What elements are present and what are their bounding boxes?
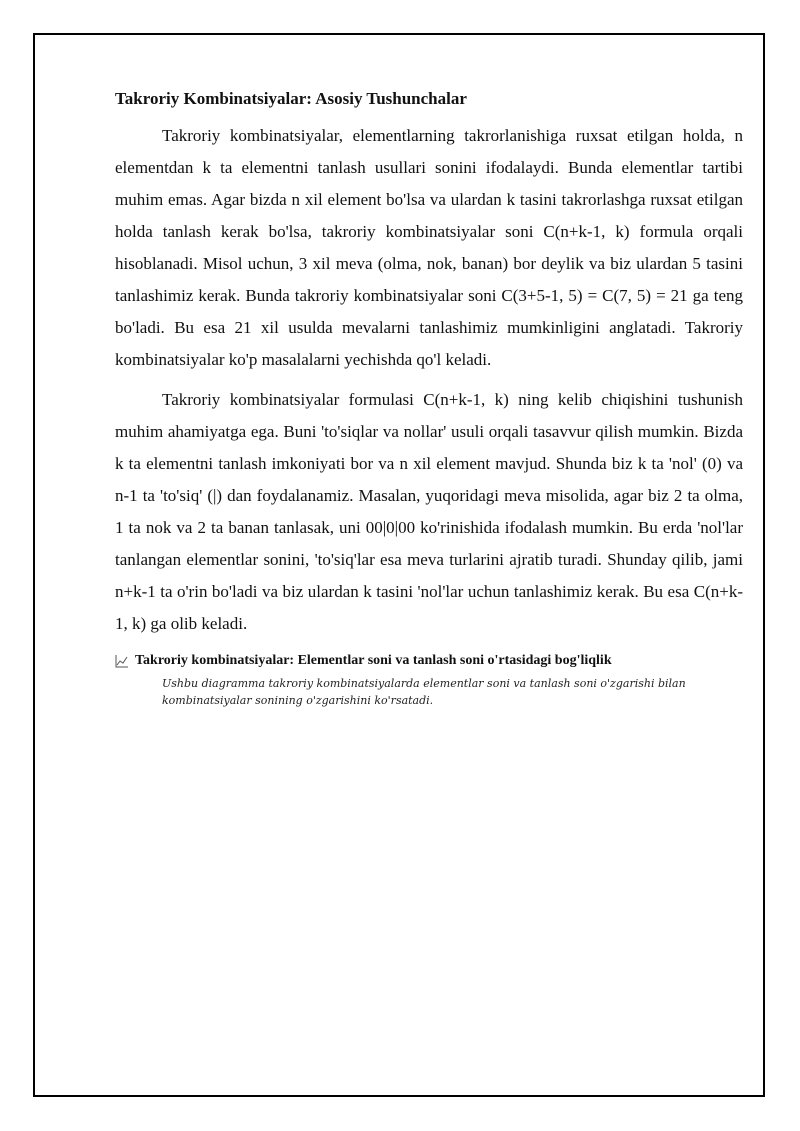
paragraph-1: Takroriy kombinatsiyalar, elementlarning takrorlanishiga ruxsat etilgan holda, n elementdan k ta elementni tanlash usullari sonini ifodalaydi. Bunda elementlar tartibi muhim emas. Agar bizda n xil element bo'lsa va ulardan k tasini takrorlashga ruxsat etilgan holda tanlash kerak bo'lsa, takroriy kombinatsiyalar soni C(n+k-1, k) formula orqali hisoblanadi. Misol uchun, 3 xil meva (olma, nok, banan) bor deylik va biz ulardan 5 tasini tanlashimiz kerak. Bunda takroriy kombinatsiyalar soni C(3+5-1, 5) = C(7, 5) = 21 ga teng bo'ladi. Bu esa 21 xil usulda mevalarni tanlashimiz mumkinligini anglatadi. Takroriy kombinatsiyalar ko'p masalalarni yechishda qo'l keladi. [115, 126, 743, 369]
section-heading: Takroriy Kombinatsiyalar: Asosiy Tushunchalar [115, 89, 467, 108]
figure-caption: Ushbu diagramma takroriy kombinatsiyalarda elementlar soni va tanlash soni o'zgarishi bilan kombinatsiyalar sonining o'zgarishini ko'rsatadi. [162, 677, 686, 707]
line-chart-icon [115, 654, 129, 668]
figure-title: Takroriy kombinatsiyalar: Elementlar soni va tanlash soni o'rtasidagi bog'liqlik [135, 653, 612, 668]
document-body [115, 86, 743, 709]
paragraph-2: Takroriy kombinatsiyalar formulasi C(n+k-1, k) ning kelib chiqishini tushunish muhim ahamiyatga ega. Buni 'to'siqlar va nollar' usuli orqali tasavvur qilish mumkin. Bizda k ta elementni tanlash imkoniyati bor va n xil element mavjud. Shunda biz k ta 'nol' (0) va n-1 ta 'to'siq' (|) dan foydalanamiz. Masalan, yuqoridagi meva misolida, agar biz 2 ta olma, 1 ta nok va 2 ta banan tanlasak, uni 00|0|00 ko'rinishida ifodalash mumkin. Bu erda 'nol'lar tanlangan elementlar sonini, 'to'siq'lar esa meva turlarini ajratib turadi. Shunday qilib, jami n+k-1 ta o'rin bo'ladi va biz ulardan k tasini 'nol'lar uchun tanlashimiz kerak. Bu esa C(n+k-1, k) ga olib keladi. [115, 390, 743, 633]
figure-block [115, 650, 743, 709]
figure-title-row [115, 650, 743, 672]
